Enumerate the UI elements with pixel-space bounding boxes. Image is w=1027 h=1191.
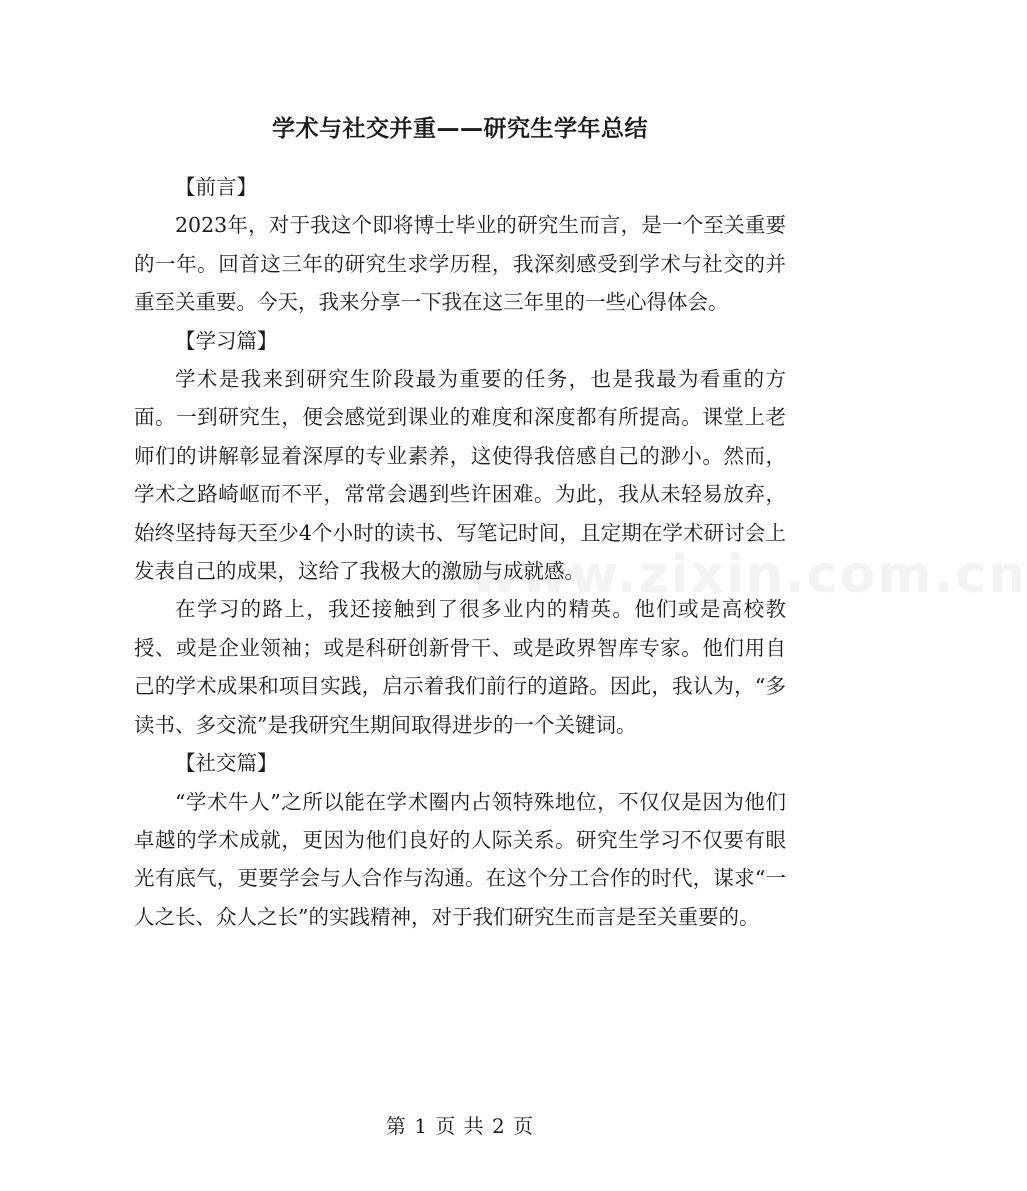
paragraph: 学术是我来到研究生阶段最为重要的任务，也是我最为看重的方面。一到研究生，便会感觉到课业的难度和深度都有所提高。课堂上老师们的讲解彰显着深厚的专业素养，这使得我倍感自己的渺小。然而，学术之路崎岖而不平，常常会遇到些许困难。为此，我从未轻易放弃，始终坚持每天至少4个小时的读书、写笔记时间，且定期在学术研讨会上发表自己的成果，这给了我极大的激励与成就感。 [134, 367, 786, 584]
document-title: 学术与社交并重——研究生学年总结 [272, 116, 648, 142]
section-heading-social: 【社交篇】 [175, 751, 278, 776]
paragraph: 2023年，对于我这个即将博士毕业的研究生而言，是一个至关重要的一年。回首这三年的研究生求学历程，我深刻感受到学术与社交的并重至关重要。今天，我来分享一下我在这三年里的一些心得体会。 [134, 213, 786, 315]
document-body [134, 168, 786, 936]
page-number-footer: 第 1 页 共 2 页 [385, 1114, 535, 1138]
paragraph: 在学习的路上，我还接触到了很多业内的精英。他们或是高校教授、或是企业领袖；或是科研创新骨干、或是政界智库专家。他们用自己的学术成果和项目实践，启示着我们前行的道路。因此，我认为，“多读书、多交流”是我研究生期间取得进步的一个关键词。 [134, 597, 786, 737]
paragraph: “学术牛人”之所以能在学术圈内占领特殊地位，不仅仅是因为他们卓越的学术成就，更因为他们良好的人际关系。研究生学习不仅要有眼光有底气，更要学会与人合作与沟通。在这个分工合作的时代，谋求“一人之长、众人之长”的实践精神，对于我们研究生而言是至关重要的。 [134, 789, 786, 929]
watermark: www.zixin.com.cn [470, 545, 1027, 605]
section-heading-study: 【学习篇】 [175, 328, 278, 353]
section-heading-preface: 【前言】 [175, 175, 257, 199]
